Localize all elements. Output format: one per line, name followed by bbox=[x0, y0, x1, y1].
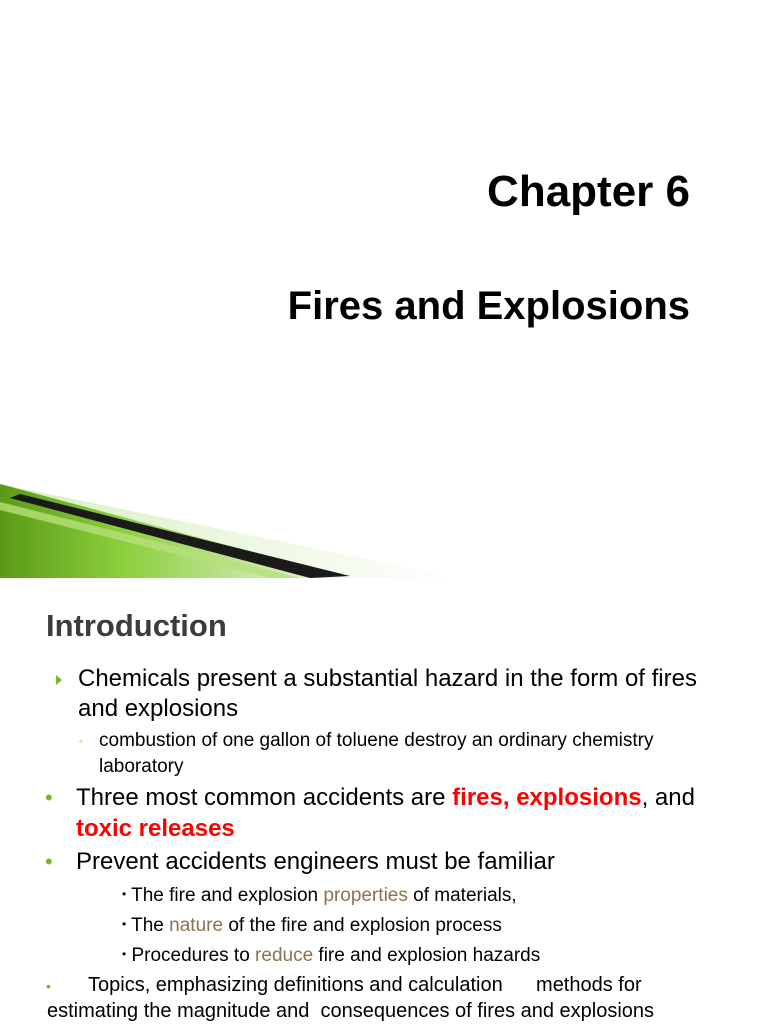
chapter-subtitle: Fires and Explosions bbox=[287, 284, 690, 328]
sub-item-nature bbox=[122, 911, 502, 939]
bullet-1-line-1: Chemicals present a substantial hazard in the form of fires bbox=[78, 665, 697, 692]
highlight-toxic-releases: toxic releases bbox=[76, 815, 235, 842]
sub-item-properties bbox=[122, 881, 517, 909]
sub-item-text: fire and explosion hazards bbox=[313, 945, 541, 966]
chapter-heading: Chapter 6 bbox=[487, 167, 690, 216]
introduction-title: Introduction bbox=[46, 608, 227, 643]
highlight-fires: fires bbox=[452, 784, 503, 811]
sub-bullet-line-2: laboratory bbox=[99, 756, 184, 777]
highlight-comma: , bbox=[502, 784, 517, 811]
sub-item-reduce bbox=[122, 941, 540, 969]
highlight-nature: nature bbox=[169, 915, 224, 936]
dot-bullet-icon: • bbox=[45, 849, 53, 874]
sub-item-text: The fire and explosion bbox=[126, 885, 324, 906]
bullet-2-prefix: Three most common accidents are bbox=[76, 784, 453, 811]
bullet-2-line-1 bbox=[76, 782, 695, 814]
dot-bullet-icon: • bbox=[45, 785, 53, 810]
sub-item-text: The bbox=[126, 915, 170, 936]
sub-item-text: Procedures to bbox=[126, 945, 256, 966]
small-bullet-icon: • bbox=[122, 917, 127, 931]
small-bullet-icon: • bbox=[122, 887, 127, 901]
highlight-explosions: explosions bbox=[516, 784, 642, 811]
dot-bullet-icon: • bbox=[46, 978, 51, 994]
bullet-1-line-2: and explosions bbox=[78, 695, 239, 722]
sub-item-text: of materials, bbox=[407, 885, 517, 906]
bullet-4-line-1: Topics, emphasizing definitions and calculation methods for bbox=[88, 974, 642, 996]
sub-item-text: of the fire and explosion process bbox=[223, 915, 502, 936]
bullet-3-text: Prevent accidents engineers must be familiar bbox=[76, 848, 555, 875]
ring-bullet-icon: ◦ bbox=[79, 736, 83, 748]
green-swoosh-decoration bbox=[0, 480, 460, 578]
sub-bullet-line-1: combustion of one gallon of toluene destroy an ordinary chemistry bbox=[99, 730, 654, 751]
bullet-2-and: , and bbox=[641, 784, 695, 811]
introduction-slide bbox=[0, 578, 768, 1024]
small-bullet-icon: • bbox=[122, 947, 127, 961]
highlight-reduce: reduce bbox=[255, 945, 314, 966]
bullet-4-line-2: estimating the magnitude and consequences of fires and explosions bbox=[47, 1000, 655, 1022]
highlight-properties: properties bbox=[323, 885, 408, 906]
arrow-bullet-icon bbox=[56, 675, 62, 685]
